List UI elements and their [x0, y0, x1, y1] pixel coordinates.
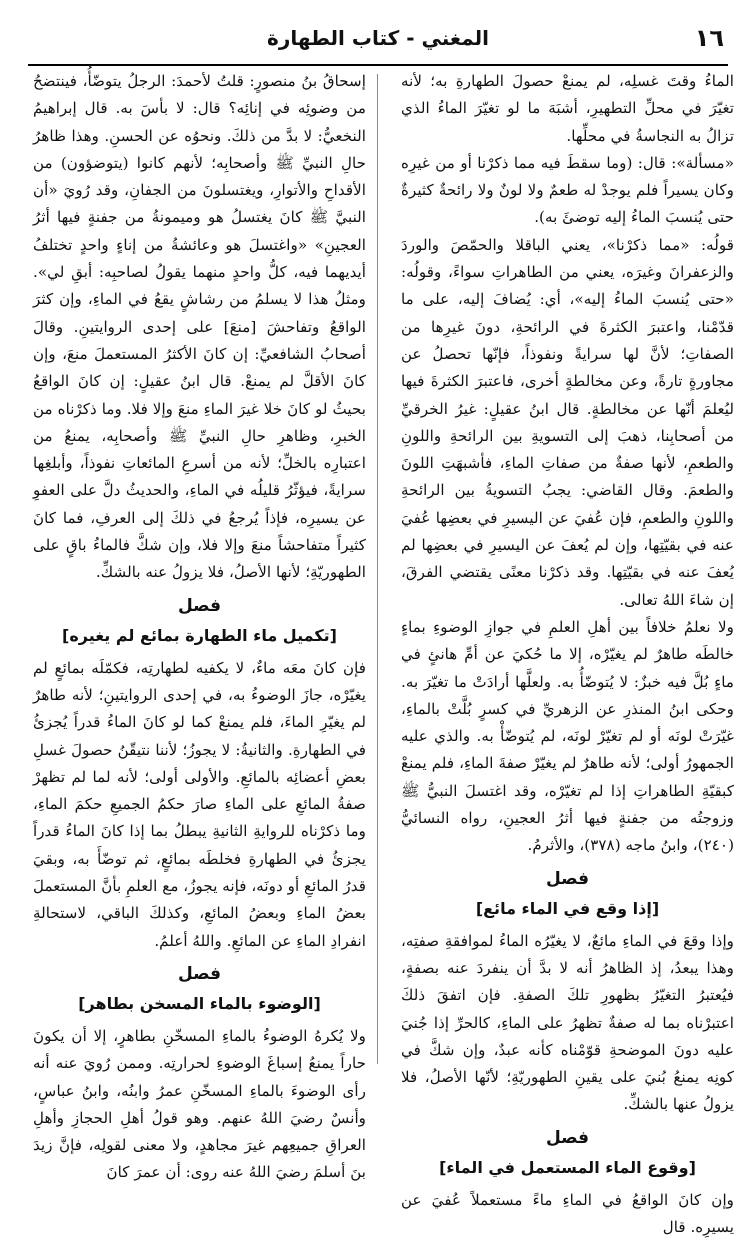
paragraph: وإذا وقعَ في الماءِ مائعٌ، لا يغيّرُه الماءُ لموافقةِ صفتِه، وهذا يبعدُ، إذ الظاهرُ أنه لا بدَّ أن ينفردَ عنه بصفةٍ، فيُعتبرُ التغيّرُ بظهورِ تلكَ الصفةِ. فإن اتفقَ ذلكَ اعتبرْناه بما له صفةٌ تظهرُ على الماءِ، كالحرِّ إذا جُنيَ عليه دونَ الموضحةِ قوّمْناه كأنه عبدٌ، وإن شكَّ في كونِه يمنعُ بُنيَ على يقينِ الطهوريّةِ؛ لأنّها الأصلُ، فلا يزولُ عنها بالشكِّ. [401, 931, 734, 1114]
section-heading: فصل [177, 595, 222, 616]
paragraph: الماءُ وقتَ غسلِه، لم يمنعْ حصولَ الطهارةِ به؛ لأنه تغيّرَ في محلِّ التطهيرِ، أشبَهَ ما لو تغيّرَ الماءُ الذي تزالُ به النجاسةُ في محلِّها. [401, 72, 734, 145]
page-header [28, 18, 728, 66]
paragraph: «مسألة»: قال: (وما سقطَ فيه مما ذكرْنا أو من غيرِه وكان يسيراً فلم يوجدْ له طعمٌ ولا لونٌ ولا رائحةٌ كثيرةٌ حتى يُنسبَ الماءُ إليه توضئَ به). [401, 153, 734, 227]
column-divider [377, 74, 378, 1064]
paragraph: وإن كانَ الواقعُ في الماءِ ماءً مستعملاً عُفيَ عن يسيرِه. قال [401, 1190, 734, 1236]
paragraph: ولا نعلمُ خلافاً بين أهلِ العلمِ في جوازِ الوضوءِ بماءٍ خالطَه طاهرٌ لم يغيّرْه، إلا ما حُكيَ عن أمِّ هانئٍ في ماءٍ بُلَّ فيه خبزٌ: لا يُتوضّأُ به. ولعلَّها أرادَتْ ما تغيّرَ به. وحكى ابنُ المنذرِ عن الزهريِّ في كسرٍ بُلَّتْ بالماءِ، غيّرَتْ لونَه أو لم تغيّرْ لونَه، لم يُتوضّأْ به. والذي عليه الجمهورُ أولى؛ لأنه طاهرٌ لم يغيّرْ صفةَ الماءِ، فلم يمنعْ كبقيّةِ الطاهراتِ إذا لم تغيّرْه، وقد اغتسلَ النبيُّ ﷺ وزوجتُه من جفنةٍ فيها أثرُ العجينِ، رواه النسائيُّ (٢٤٠)، وابنُ ماجه (٣٧٨)، والأثرمُ. [401, 617, 734, 855]
section-subheading: [وقوع الماء المستعمل في الماء] [439, 1157, 696, 1177]
running-title: المغني - كتاب الطهارة [267, 26, 489, 50]
section-subheading: [تكميل ماء الطهارة بمائع لم يغيره] [62, 625, 337, 645]
paragraph: إسحاقُ بنُ منصورٍ: قلتُ لأحمدَ: الرجلُ يتوضّأُ، فينتضحُ من وضوئِه في إنائِه؟ قال: لا بأسَ به. قال إبراهيمُ النخعيُّ: لا بدَّ من ذلكَ. ونحوُه عن الحسنِ. وهذا ظاهرُ حالِ النبيِّ ﷺ وأصحابِه؛ لأنهم كانوا (يتوضؤون) من الأقداحِ والأتوارِ، ويغتسلونَ من الجفانِ، وقد رُويَ «أن النبيَّ ﷺ كانَ يغتسلُ هو وميمونةُ من جفنةٍ فيها أثرُ العجينِ» «واغتسلَ هو وعائشةُ من إناءٍ واحدٍ تختلفُ أيديهما فيه، كلُّ واحدٍ منهما يقولُ لصاحبِه: أبقِ لي». ومثلُ هذا لا يسلمُ من رشاشٍ يقعُ في الماءِ، وإن كثرَ الواقعُ وتفاحشَ [منعَ] على إحدى الروايتينِ. وقالَ أصحابُ الشافعيِّ: إن كانَ الأكثرُ المستعملَ منعَ، وإن كانَ الأقلَّ لم يمنعْ. قال ابنُ عقيلٍ: إن كانَ الواقعُ بحيثُ لو كانَ خلا غيرَ الماءِ منعَ وإلا فلا. وما ذكرْناه من الخبرِ، وظاهرِ حالِ النبيِّ ﷺ وأصحابِه، يمنعُ من اعتبارِه بالخلِّ؛ لأنه من أسرعِ المائعاتِ نفوذاً، وأبلغِها سرايةً، فيؤثّرُ قليلُه في الماءِ، والحديثُ دلَّ على العفوِ عن يسيرِه، فإذاً يُرجعُ في ذلكَ إلى العرفِ، فما كانَ كثيراً متفاحشاً منعَ وإلا فلا، وإن شكَّ فالماءُ باقٍ على الطهوريّةِ؛ لأنها الأصلُ، فلا يزولُ عنه بالشكِّ. [33, 72, 366, 582]
section-heading: فصل [545, 868, 590, 889]
section-subheading: [الوضوء بالماء المسخن بطاهر] [78, 993, 321, 1013]
right-column [401, 68, 734, 1236]
section-subheading: [إذا وقع في الماء مائع] [475, 898, 660, 918]
left-column [33, 68, 366, 1182]
section-heading: فصل [177, 963, 222, 984]
page-number: ١٦ [694, 24, 724, 52]
paragraph: فإن كانَ معَه ماءٌ، لا يكفيه لطهارتِه، فكمّلَه بمائعٍ لم يغيّرْه، جازَ الوضوءُ به، في إحدى الروايتينِ؛ لأنه طاهرٌ لم يغيّرِ الماءَ، فلم يمنعْ كما لو كانَ الماءُ قدراً يُجزئُ في الطهارةِ. والثانيةُ: لا يجوزُ؛ لأننا نتيقّنُ حصولَ غسلِ بعضِ أعضائِه بالمائعِ. والأولى أولى؛ لأنه لما لم تظهرْ صفةُ المائعِ على الماءِ صارَ حكمُ الجميعِ حكمَ الماءِ، وما ذكرْناه للروايةِ الثانيةِ يبطلُ بما إذا كانَ الماءُ قدراً يجزئُ في الطهارةِ فخلطَه بمائعٍ، ثم توضّأَ به، وبقيَ قدرُ المائعِ أو دونَه، فإنه يجوزُ، مع العلمِ بأنَّ المستعملَ بعضُ الماءِ وبعضُ المائعِ، وكذلكَ الباقي، لاستحالةِ انفرادِ الماءِ عن المائعِ. واللهُ أعلمُ. [33, 658, 366, 950]
section-heading: فصل [545, 1127, 590, 1148]
paragraph: ولا يُكرهُ الوضوءُ بالماءِ المسخّنِ بطاهرٍ، إلا أن يكونَ حاراً يمنعُ إسباغَ الوضوءِ لحرارتِه. وممن رُويَ عنه أنه رأى الوضوءَ بالماءِ المسخّنِ عمرُ وابنُه، وابنُ عباسٍ، وأنسٌ رضيَ اللهُ عنهم. وهو قولُ أهلِ الحجازِ وأهلِ العراقِ جميعِهم غيرَ مجاهدٍ، ولا معنى لقولِه، فإنَّ زيدَ بنَ أسلمَ رضيَ اللهُ عنه روى: أن عمرَ كانَ [33, 1026, 366, 1182]
paragraph: قولُه: «مما ذكرْنا»، يعني الباقلا والحمّصَ والوردَ والزعفرانَ وغيرَه، يعني من الطاهراتِ سواءً، وقولُه: «حتى يُنسبَ الماءُ إليه»، أي: يُضافَ إليه، على ما قدّمْنا، واعتبرَ الكثرةَ في الرائحةِ، دونَ غيرِها من الصفاتِ؛ لأنَّ لها سرايةً ونفوذاً، فإنّها تحصلُ عن مجاورةٍ تارةً، وعن مخالطةٍ أخرى، فاعتبرَ الكثرةَ فيها ليُعلمَ أنّها عن مخالطةٍ. قال ابنُ عقيلٍ: غيرُ الخرقيِّ من أصحابِنا، ذهبَ إلى التسويةِ بين الرائحةِ واللونِ والطعمِ، لأنها صفةٌ من صفاتِ الماءِ، فأشبهَتِ اللونَ والطعمَ. وقال القاضي: يجبُ التسويةُ بين الرائحةِ واللونِ والطعمِ، فإن عُفيَ عن اليسيرِ في بعضِها عُفيَ عنه في بقيّتِها، وإن لم يُعفَ عن اليسيرِ في بعضِها لم يُعفَ عنه في بقيّتِها. وقد ذكرْنا معنًى يقتضي الفرقَ، إن شاءَ اللهُ تعالى. [401, 235, 734, 609]
